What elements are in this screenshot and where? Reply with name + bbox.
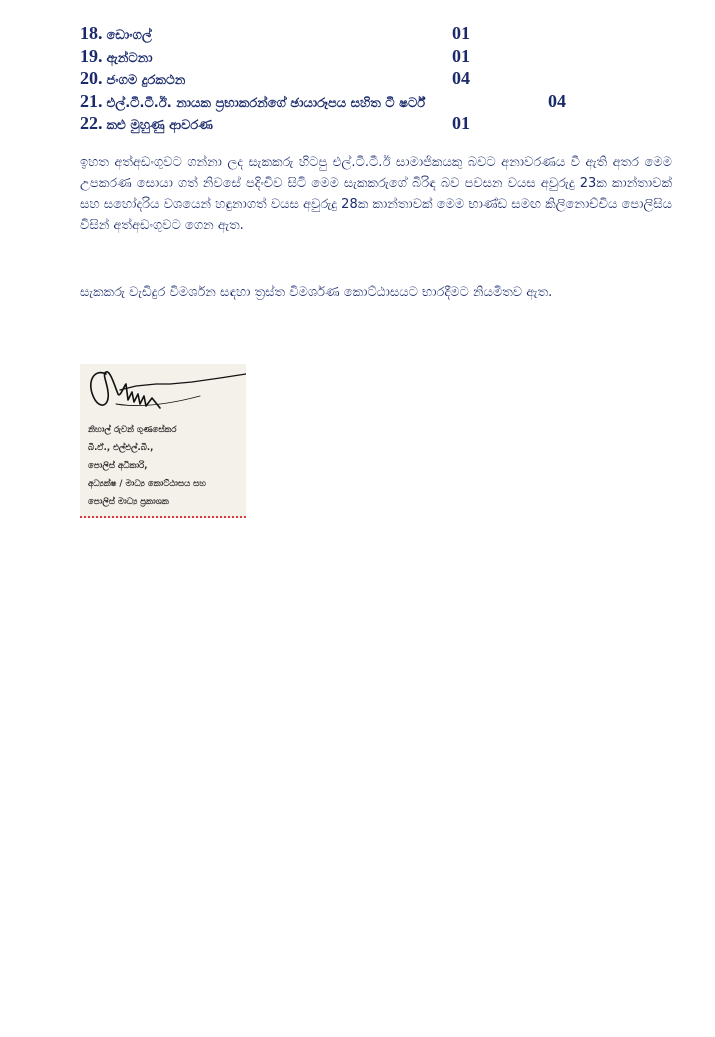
item-number: 21. <box>80 90 103 111</box>
body-paragraph: සැකකරු වැඩිදුර විමර්ශන සඳහා ත්‍රස්ත විමර්ශණ කොට්ඨාසයට භාරදීමට නියමිතව ඇත. <box>80 285 553 300</box>
item-quantity: 01 <box>452 45 470 66</box>
item-quantity: 01 <box>452 113 470 133</box>
item-name: ඇන්ටනා <box>106 50 153 66</box>
signatory-qualifications: බී.ඒ., එල්එල්.බී., <box>88 443 154 453</box>
item-name: කළු මුහුණු ආවරණ <box>106 118 213 133</box>
signature-block <box>80 364 246 518</box>
item-name: ජංගම දුරකථන <box>106 73 186 88</box>
item-list <box>80 22 640 135</box>
item-number: 18. <box>80 23 103 43</box>
signatory-details <box>88 421 248 511</box>
list-item <box>80 112 640 135</box>
item-number: 22. <box>80 113 103 133</box>
signatory-title: අධ්‍යක්ෂ / මාධ්‍ය කොට්ඨාසය සහ <box>88 479 206 489</box>
list-item <box>80 67 640 90</box>
item-quantity: 04 <box>548 90 566 111</box>
item-quantity: 04 <box>452 68 470 88</box>
item-quantity: 01 <box>452 23 470 43</box>
item-name: ඩොංගල් <box>106 28 152 43</box>
item-name: එල්.ටී.ටී.ඊ. නායක ප්‍රභාකරන්ගේ ඡායාරූපය සහිත ටී ෂර්ට් <box>106 95 426 111</box>
handwritten-signature <box>80 364 246 424</box>
item-number: 19. <box>80 45 103 66</box>
list-item <box>80 22 640 45</box>
list-item <box>80 90 640 113</box>
body-paragraph: ඉහත අත්අඩංගුවට ගන්නා ලද සැකකරු හිටපු එල්.ටී.ටී.ඊ සාමාජිකයකු බවට අනාවරණය වී ඇති අතර මෙම උපකරණ සොයා ගත් නිවසේ පදිංචිව සිටි මෙම සැකකරුගේ බිරිඳ බව පවසන වයස අවුරුදු 23ක කාන්තාවක් සහ සහෝදරිය වශයෙන් හඳුනාගත් වයස අවුරුදු 28ක කාන්තාවක් මෙම භාණ්ඩ සමඟ කිලිනොච්චිය පොලිසිය විසින් අත්අඩංගුවට ගෙන ඇත. <box>80 155 672 233</box>
signatory-title-cont: පොලිස් මාධ්‍ය ප්‍රකාශක <box>88 497 169 507</box>
item-number: 20. <box>80 68 103 88</box>
signatory-rank: පොලිස් අධිකාරි, <box>88 461 148 471</box>
signatory-name: නිහාල් රුවන් ගුණසේකර <box>88 425 177 435</box>
list-item <box>80 45 640 68</box>
